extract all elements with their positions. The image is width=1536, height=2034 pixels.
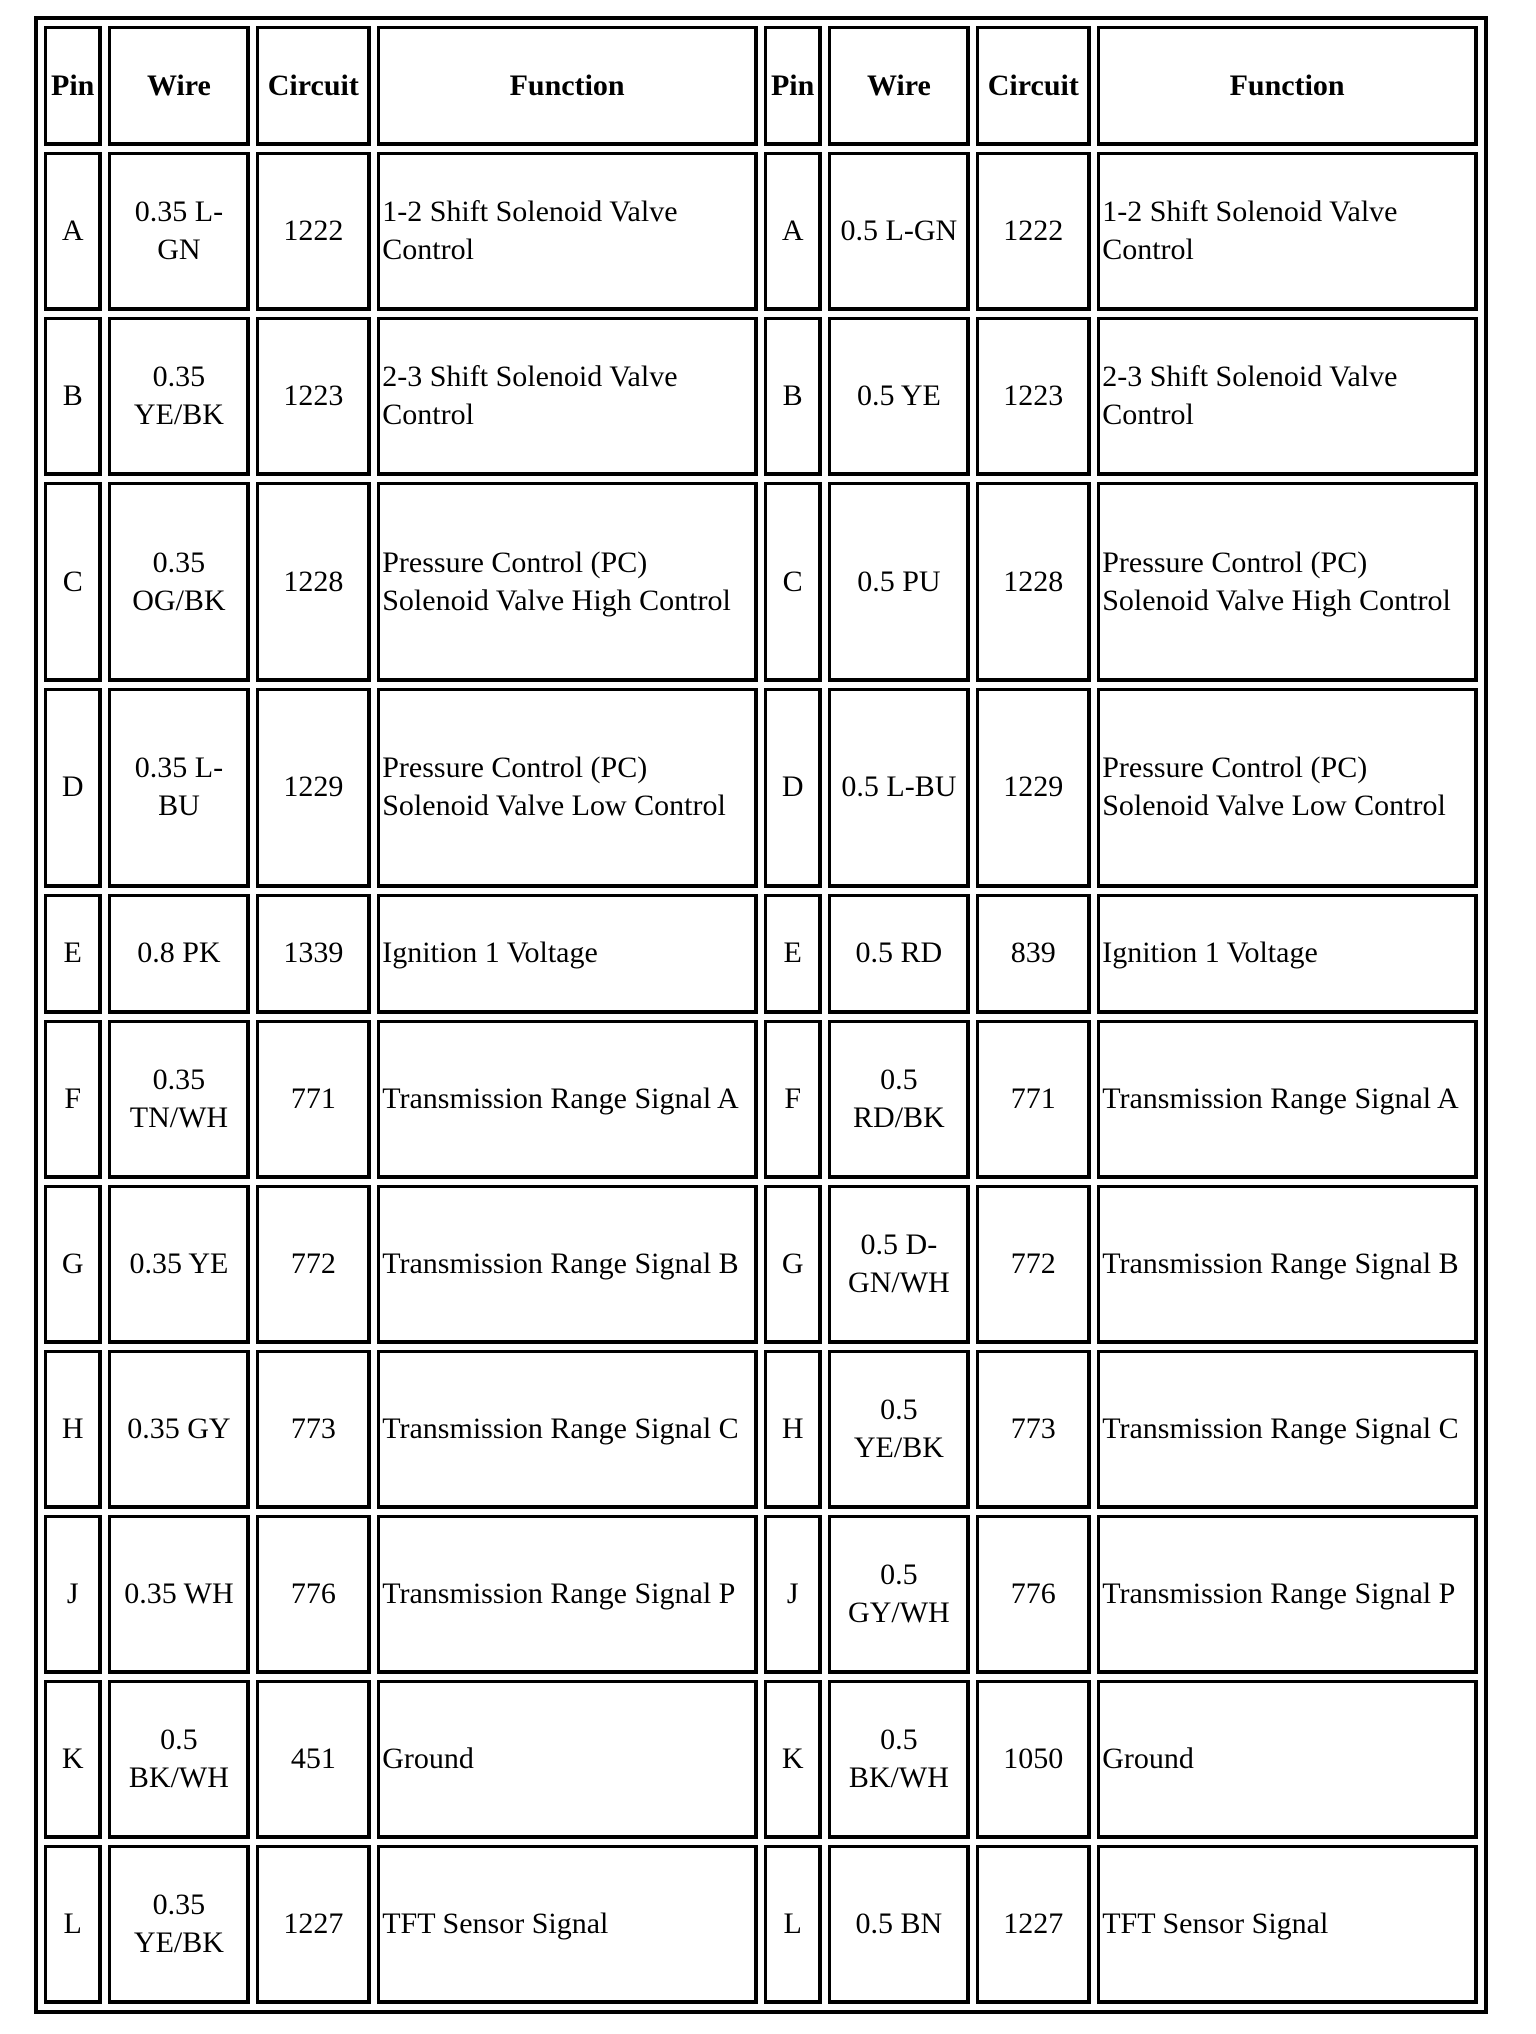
left-wire-cell: 0.5 BK/WH bbox=[108, 1680, 250, 1839]
left-wire-cell: 0.35 L-BU bbox=[108, 688, 250, 888]
table-row bbox=[44, 688, 1478, 888]
left-pin-cell: F bbox=[44, 1020, 102, 1179]
right-pin-cell: J bbox=[764, 1515, 822, 1674]
left-wire-cell: 0.35 YE bbox=[108, 1185, 250, 1344]
table-row bbox=[44, 1680, 1478, 1839]
right-function-cell: Transmission Range Signal A bbox=[1097, 1020, 1478, 1179]
right-pin-cell: H bbox=[764, 1350, 822, 1509]
left-pin-cell: E bbox=[44, 894, 102, 1014]
left-circuit-cell: 771 bbox=[256, 1020, 371, 1179]
left-circuit-cell: 776 bbox=[256, 1515, 371, 1674]
left-wire-cell: 0.35 YE/BK bbox=[108, 317, 250, 476]
right-wire-cell: 0.5 PU bbox=[828, 482, 970, 682]
right-wire-cell: 0.5 RD bbox=[828, 894, 970, 1014]
right-function-cell: 1-2 Shift Solenoid Valve Control bbox=[1097, 152, 1478, 311]
left-circuit-cell: 451 bbox=[256, 1680, 371, 1839]
left-circuit-cell: 773 bbox=[256, 1350, 371, 1509]
left-function-cell: Ignition 1 Voltage bbox=[377, 894, 758, 1014]
header-pin-right: Pin bbox=[764, 26, 822, 146]
left-pin-cell: L bbox=[44, 1845, 102, 2004]
right-function-cell: Transmission Range Signal C bbox=[1097, 1350, 1478, 1509]
header-wire-right: Wire bbox=[828, 26, 970, 146]
left-function-cell: Transmission Range Signal P bbox=[377, 1515, 758, 1674]
left-wire-cell: 0.8 PK bbox=[108, 894, 250, 1014]
left-function-cell: 2-3 Shift Solenoid Valve Control bbox=[377, 317, 758, 476]
right-function-cell: 2-3 Shift Solenoid Valve Control bbox=[1097, 317, 1478, 476]
left-wire-cell: 0.35 L-GN bbox=[108, 152, 250, 311]
right-function-cell: Pressure Control (PC) Solenoid Valve High Control bbox=[1097, 482, 1478, 682]
left-function-cell: Pressure Control (PC) Solenoid Valve High Control bbox=[377, 482, 758, 682]
right-wire-cell: 0.5 YE/BK bbox=[828, 1350, 970, 1509]
table-row bbox=[44, 152, 1478, 311]
right-wire-cell: 0.5 YE bbox=[828, 317, 970, 476]
right-pin-cell: C bbox=[764, 482, 822, 682]
right-wire-cell: 0.5 GY/WH bbox=[828, 1515, 970, 1674]
right-circuit-cell: 1227 bbox=[976, 1845, 1091, 2004]
table-row bbox=[44, 317, 1478, 476]
table-row bbox=[44, 1020, 1478, 1179]
left-pin-cell: G bbox=[44, 1185, 102, 1344]
left-pin-cell: D bbox=[44, 688, 102, 888]
header-function-right: Function bbox=[1097, 26, 1478, 146]
right-wire-cell: 0.5 RD/BK bbox=[828, 1020, 970, 1179]
right-circuit-cell: 1228 bbox=[976, 482, 1091, 682]
left-function-cell: Transmission Range Signal C bbox=[377, 1350, 758, 1509]
right-circuit-cell: 1050 bbox=[976, 1680, 1091, 1839]
right-function-cell: Ignition 1 Voltage bbox=[1097, 894, 1478, 1014]
right-pin-cell: L bbox=[764, 1845, 822, 2004]
left-function-cell: 1-2 Shift Solenoid Valve Control bbox=[377, 152, 758, 311]
left-wire-cell: 0.35 TN/WH bbox=[108, 1020, 250, 1179]
right-circuit-cell: 839 bbox=[976, 894, 1091, 1014]
right-function-cell: Transmission Range Signal B bbox=[1097, 1185, 1478, 1344]
left-wire-cell: 0.35 YE/BK bbox=[108, 1845, 250, 2004]
right-function-cell: Transmission Range Signal P bbox=[1097, 1515, 1478, 1674]
right-pin-cell: A bbox=[764, 152, 822, 311]
left-circuit-cell: 1227 bbox=[256, 1845, 371, 2004]
left-pin-cell: A bbox=[44, 152, 102, 311]
right-pin-cell: K bbox=[764, 1680, 822, 1839]
left-function-cell: Transmission Range Signal B bbox=[377, 1185, 758, 1344]
right-circuit-cell: 1222 bbox=[976, 152, 1091, 311]
left-circuit-cell: 1228 bbox=[256, 482, 371, 682]
left-circuit-cell: 1223 bbox=[256, 317, 371, 476]
right-circuit-cell: 772 bbox=[976, 1185, 1091, 1344]
left-circuit-cell: 1229 bbox=[256, 688, 371, 888]
table-row bbox=[44, 482, 1478, 682]
left-circuit-cell: 1222 bbox=[256, 152, 371, 311]
left-pin-cell: B bbox=[44, 317, 102, 476]
left-function-cell: Pressure Control (PC) Solenoid Valve Low Control bbox=[377, 688, 758, 888]
table-row bbox=[44, 1350, 1478, 1509]
right-pin-cell: D bbox=[764, 688, 822, 888]
right-circuit-cell: 773 bbox=[976, 1350, 1091, 1509]
left-function-cell: TFT Sensor Signal bbox=[377, 1845, 758, 2004]
table-row bbox=[44, 1185, 1478, 1344]
right-function-cell: Pressure Control (PC) Solenoid Valve Low Control bbox=[1097, 688, 1478, 888]
header-function-left: Function bbox=[377, 26, 758, 146]
right-wire-cell: 0.5 D-GN/WH bbox=[828, 1185, 970, 1344]
table-row bbox=[44, 1845, 1478, 2004]
left-function-cell: Ground bbox=[377, 1680, 758, 1839]
right-wire-cell: 0.5 L-GN bbox=[828, 152, 970, 311]
left-pin-cell: H bbox=[44, 1350, 102, 1509]
right-pin-cell: G bbox=[764, 1185, 822, 1344]
left-pin-cell: J bbox=[44, 1515, 102, 1674]
table-row bbox=[44, 1515, 1478, 1674]
header-wire-left: Wire bbox=[108, 26, 250, 146]
header-pin-left: Pin bbox=[44, 26, 102, 146]
right-circuit-cell: 771 bbox=[976, 1020, 1091, 1179]
right-function-cell: TFT Sensor Signal bbox=[1097, 1845, 1478, 2004]
right-circuit-cell: 776 bbox=[976, 1515, 1091, 1674]
left-pin-cell: C bbox=[44, 482, 102, 682]
right-circuit-cell: 1229 bbox=[976, 688, 1091, 888]
right-function-cell: Ground bbox=[1097, 1680, 1478, 1839]
left-function-cell: Transmission Range Signal A bbox=[377, 1020, 758, 1179]
left-wire-cell: 0.35 OG/BK bbox=[108, 482, 250, 682]
right-wire-cell: 0.5 BK/WH bbox=[828, 1680, 970, 1839]
right-wire-cell: 0.5 L-BU bbox=[828, 688, 970, 888]
header-circuit-right: Circuit bbox=[976, 26, 1091, 146]
connector-pinout-table bbox=[34, 16, 1488, 2014]
right-wire-cell: 0.5 BN bbox=[828, 1845, 970, 2004]
table-row bbox=[44, 894, 1478, 1014]
left-circuit-cell: 772 bbox=[256, 1185, 371, 1344]
header-circuit-left: Circuit bbox=[256, 26, 371, 146]
left-wire-cell: 0.35 GY bbox=[108, 1350, 250, 1509]
left-pin-cell: K bbox=[44, 1680, 102, 1839]
left-wire-cell: 0.35 WH bbox=[108, 1515, 250, 1674]
right-pin-cell: E bbox=[764, 894, 822, 1014]
header-row bbox=[44, 26, 1478, 146]
right-pin-cell: B bbox=[764, 317, 822, 476]
right-pin-cell: F bbox=[764, 1020, 822, 1179]
right-circuit-cell: 1223 bbox=[976, 317, 1091, 476]
left-circuit-cell: 1339 bbox=[256, 894, 371, 1014]
